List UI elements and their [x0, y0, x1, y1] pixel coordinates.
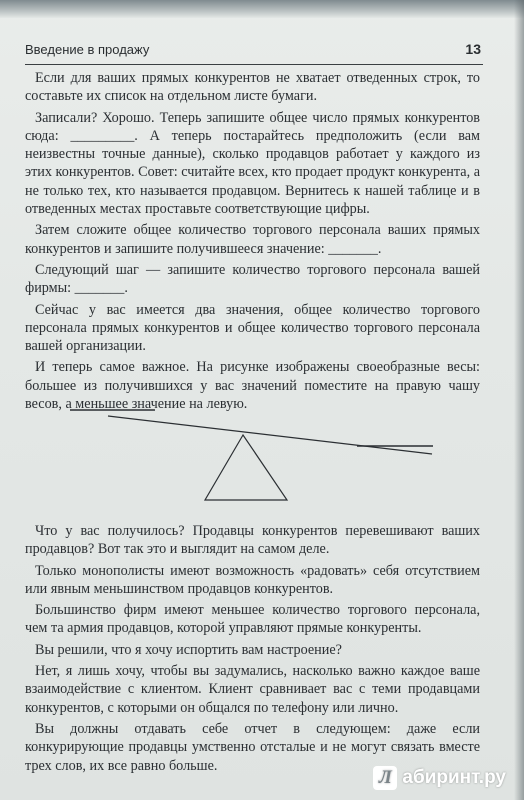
- scale-beam: [108, 416, 432, 454]
- labirint-logo-icon: Л: [373, 766, 397, 790]
- balance-scale-figure: [0, 400, 524, 510]
- paragraph: Только монополисты имеют возможность «радовать» себя отсутствием или явным меньшинством продавцов конкурентов.: [25, 562, 480, 597]
- paragraph: И теперь самое важное. На рисунке изображены своеобразные весы: большее из получившихся у вас значений поместите на правую чашу весов, а меньшее значение на левую.: [25, 359, 480, 413]
- paragraph: Вы должны отдавать себе отчет в следующем: даже если конкурирующие продавцы умственно отсталые и не могут связать вместе трех слов, их все равно больше.: [25, 720, 480, 774]
- page-number: 13: [465, 41, 481, 57]
- paragraph: Если для ваших прямых конкурентов не хватает отведенных строк, то составьте их список на отдельном листе бумаги.: [25, 70, 480, 105]
- fulcrum-triangle: [205, 435, 287, 500]
- body-text-bottom: [25, 522, 480, 778]
- paragraph: Записали? Хорошо. Теперь запишите общее число прямых конкурентов сюда: _________. А теперь постарайтесь предположить (если вам неизвестны точные данные), сколько продавцов работает у каждого из этих конкурентов. Совет: считайте всех, кто продает продукт конкурента, а не только тех, кто называется продавцом. Вернитесь к нашей таблице и в отведенных местах проставьте соответствующие цифры.: [25, 109, 480, 218]
- running-header: [25, 40, 483, 65]
- paragraph: Вы решили, что я хочу испортить вам настроение?: [35, 641, 342, 658]
- paragraph: Нет, я лишь хочу, чтобы вы задумались, насколько важно каждое ваше взаимодействие с клиентом. Клиент сравнивает вас с теми продавцами конкурентов, с которыми он общался по телефону или лично.: [25, 663, 480, 716]
- labirint-watermark: [373, 766, 506, 790]
- paragraph: Что у вас получилось? Продавцы конкурентов перевешивают ваших продавцов? Вот так это и выглядит на самом деле.: [25, 523, 480, 558]
- paragraph: Сейчас у вас имеется два значения, общее количество торгового персонала прямых конкурентов и общее количество торгового персонала вашей организации.: [25, 301, 480, 355]
- watermark-text: абиринт.ру: [402, 767, 506, 788]
- page-top-edge: [0, 0, 524, 18]
- section-title: Введение в продажу: [25, 42, 150, 57]
- paragraph: Следующий шаг — запишите количество торгового персонала вашей фирмы: _______.: [25, 261, 480, 297]
- body-text-top: [25, 69, 480, 416]
- paragraph: Затем сложите общее количество торгового персонала ваших прямых конкурентов и запишите получившееся значение: _______.: [25, 222, 480, 257]
- paragraph: Большинство фирм имеют меньшее количество торгового персонала, чем та армия продавцов, которой управляют прямые конкуренты.: [25, 602, 480, 637]
